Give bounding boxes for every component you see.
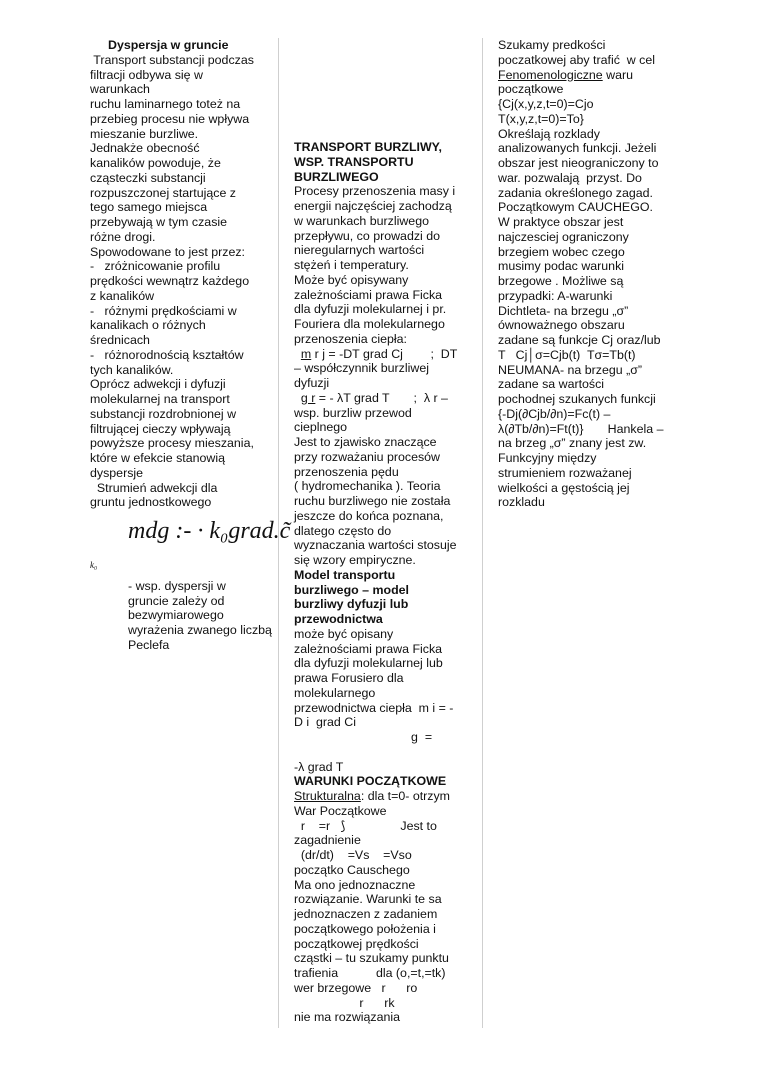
text-line: - różnorodnością kształtów xyxy=(90,347,244,362)
column-3 xyxy=(498,38,678,510)
text-line: r rk xyxy=(294,995,395,1010)
text-line: WARUNKI POCZĄTKOWE xyxy=(294,774,447,789)
text-line: zależnościami prawa Ficka xyxy=(294,641,443,656)
szukamy-text xyxy=(498,38,678,68)
text-line: (dr/dt) =Vs =Vso xyxy=(294,848,412,862)
text-line: burzliwy dyfuzji lub xyxy=(294,597,409,612)
text-line: rozwiązanie. Warunki te sa xyxy=(294,892,442,907)
mass-flux-equation: m r j = -DT grad Cj ; DT xyxy=(300,346,458,361)
text-line: λ(∂Tb/∂n)=Ft(t)} Hankela – xyxy=(498,421,664,436)
text-line: pochodnej szukanych funkcji xyxy=(498,392,656,406)
text-line: Może być opisywany xyxy=(294,272,409,287)
text-line: cząsteczki substancji xyxy=(90,170,206,185)
text-line: początkowej prędkości xyxy=(294,936,419,951)
text-line: dyspersje xyxy=(90,465,144,480)
text-line: zadania określonego zagad. xyxy=(498,185,653,200)
advection-formula: mdg :- · k₀grad.c̃ xyxy=(128,518,291,544)
text-line: Procesy przenoszenia masy i xyxy=(294,184,456,199)
peclet-text xyxy=(90,579,270,653)
text-line: substancji rozdrobnionej w xyxy=(90,406,237,421)
text-line: początko Causchego xyxy=(294,862,410,877)
text-line: wielkości a gęstością jej xyxy=(498,480,630,495)
text-line: {-Dj(∂Cjb/∂n)=Fc(t) – xyxy=(498,406,611,421)
text-line: Spowodowane to jest przez: xyxy=(90,244,245,259)
text-line: się wzory empiryczne. xyxy=(294,553,416,567)
text-line: Szukamy predkości xyxy=(498,38,606,52)
text-line: ( hydromechanika ). Teoria xyxy=(294,479,441,494)
text-line: zależnościami prawa Ficka xyxy=(294,287,443,302)
text-line: cząstki – tu szukamy punktu xyxy=(294,951,449,966)
warunki-brzegowe-text xyxy=(498,82,678,510)
text-line: Jest to zjawisko znaczące xyxy=(294,435,437,449)
text-line: ruchu laminarnego toteż na xyxy=(90,97,241,111)
text-line: - wsp. dyspersji w xyxy=(128,578,226,593)
text-line: Strumień adwekcji dla xyxy=(90,480,218,495)
text-line: średnicach xyxy=(90,333,150,347)
model-transportu-text xyxy=(294,406,470,790)
text-line: które w efekcie stanowią xyxy=(90,451,225,465)
text-line: przewodnictwa ciepła m i = - xyxy=(294,700,454,715)
text-line: gruncie zależy od xyxy=(128,593,225,608)
text-line: Dichtleta- na brzegu „σ” xyxy=(498,303,629,318)
text-line: molekularnej na transport xyxy=(90,392,230,406)
text-line: Ma ono jednoznaczne xyxy=(294,877,416,892)
text-line: cieplnego xyxy=(294,420,348,435)
heat-flux-equation: g r = - λT grad T ; λ r – xyxy=(300,390,448,405)
text-line: g = xyxy=(294,730,433,744)
k0-symbol: k₀ xyxy=(90,560,98,570)
text-line: WSP. TRANSPORTU xyxy=(294,154,414,169)
text-line: rozpuszczonej startujące z xyxy=(90,185,237,200)
column-divider-right xyxy=(482,38,483,1028)
text-line: dlatego często do xyxy=(294,523,392,538)
text-line: różne drogi. xyxy=(90,229,156,244)
text-line: wsp. burzliw przewod xyxy=(294,405,412,420)
text-line: molekularnego xyxy=(294,685,376,700)
text-line: przypadki: A-warunki xyxy=(498,288,613,303)
warunki-text xyxy=(294,804,470,1025)
text-line: tego samego miejsca xyxy=(90,200,208,215)
text-line: dla dyfuzji molekularnej lub xyxy=(294,656,443,671)
text-line: dyfuzji xyxy=(294,376,330,390)
text-line: zadane sa wartości xyxy=(498,377,605,392)
text-line: wyznaczania wartości stosuje xyxy=(294,538,457,553)
text-line: zagadnienie xyxy=(294,833,361,848)
text-line: D i grad Ci xyxy=(294,715,356,730)
column-1 xyxy=(90,38,291,653)
text-line: TRANSPORT BURZLIWY, xyxy=(294,140,442,154)
text-line: tych kanalików. xyxy=(90,362,174,377)
transport-burzliwy-text xyxy=(294,140,470,347)
text-line: nieregularnych wartości xyxy=(294,243,425,258)
text-line: ównoważnego obszaru xyxy=(498,318,625,333)
text-line: przy rozważaniu procesów xyxy=(294,449,440,464)
text-line: war. pozwalają przyst. Do xyxy=(498,170,642,185)
fenomenologiczne-line: Fenomenologiczne waru xyxy=(498,67,634,82)
text-line: dla dyfuzji molekularnej i pr. xyxy=(294,302,447,317)
text-line: brzegowe . Możliwe są xyxy=(498,274,624,288)
text-line: trafienia dla (o,=t,=tk) xyxy=(294,966,446,980)
text-line: NEUMANA- na brzegu „σ” xyxy=(498,362,642,377)
text-line: wyrażenia zwanego liczbą xyxy=(128,623,272,637)
text-line: przenoszenia pędu xyxy=(294,464,399,479)
text-line: Fouriera dla molekularnego xyxy=(294,317,445,331)
text-line: Model transportu xyxy=(294,567,396,582)
text-line: filtracji odbywa się w xyxy=(90,67,203,82)
text-line: przepływu, co prowadzi do xyxy=(294,228,441,243)
text-line: T(x,y,z,t=0)=To} xyxy=(498,111,584,126)
text-line: T Cj│σ=Cjb(t) Tσ=Tb(t) xyxy=(498,347,636,362)
text-line: przebywają w tym czasie xyxy=(90,215,228,229)
dt-description xyxy=(294,361,470,391)
text-line: Funkcyjny między xyxy=(498,451,597,465)
text-line: W praktyce obszar jest xyxy=(498,215,624,229)
text-line: przewodnictwa xyxy=(294,612,383,626)
text-line: Oprócz adwekcji i dyfuzji xyxy=(90,377,226,392)
text-line: najczesciej ograniczony xyxy=(498,229,629,244)
text-line: nie ma rozwiązania xyxy=(294,1010,401,1025)
column-2 xyxy=(294,140,470,1025)
text-line: bezwymiarowego xyxy=(128,608,224,623)
text-line: poczatkowej aby trafić w cel xyxy=(498,52,656,67)
text-line xyxy=(294,745,470,760)
text-line: {Cj(x,y,z,t=0)=Cjo xyxy=(498,97,594,111)
text-line: przebieg procesu nie wpływa xyxy=(90,111,250,126)
text-line: jeszcze do końca poznana, xyxy=(294,508,444,523)
text-line: - różnymi prędkościami w xyxy=(90,303,237,318)
text-line: musimy podac warunki xyxy=(498,259,625,274)
text-line: brzegiem wobec czego xyxy=(498,244,625,259)
text-line: Transport substancji podczas xyxy=(90,52,254,67)
text-line: zadane są funkcje Cj oraz/lub xyxy=(498,333,661,347)
text-line: mieszanie burzliwe. xyxy=(90,126,199,141)
strukturalna-line: Strukturalna: dla t=0- otrzym xyxy=(294,789,450,803)
text-line: prędkości wewnątrz każdego xyxy=(90,274,250,288)
dyspersja-text xyxy=(90,53,270,510)
text-line: może być opisany xyxy=(294,626,394,641)
text-line: -λ grad T xyxy=(294,759,344,774)
text-line: powyższe procesy mieszania, xyxy=(90,436,254,451)
text-line: Jednakże obecność xyxy=(90,141,200,156)
text-line: wer brzegowe r ro xyxy=(294,980,418,995)
text-line: obszar jest nieograniczony to xyxy=(498,156,659,170)
text-line: stężeń i temperatury. xyxy=(294,258,409,272)
text-line: na brzeg „σ” znany jest zw. xyxy=(498,436,647,451)
text-line: Peclefa xyxy=(128,637,170,652)
text-line: burzliwego – model xyxy=(294,582,409,597)
text-line: jednoznaczen z zadaniem xyxy=(294,907,438,921)
text-line: - zróżnicowanie profilu xyxy=(90,259,221,274)
text-line: z kanalików xyxy=(90,288,155,303)
text-line: rozkladu xyxy=(498,495,545,510)
text-line: przenoszenia ciepła: xyxy=(294,331,407,346)
text-line: – współczynnik burzliwej xyxy=(294,361,429,376)
text-line: r =r ⟆ Jest to xyxy=(294,818,437,833)
text-line: analizowanych funkcji. Jeżeli xyxy=(498,141,657,156)
text-line: w warunkach burzliwego xyxy=(294,213,429,228)
section-heading-dyspersja: Dyspersja w gruncie xyxy=(108,38,229,52)
text-line: ruchu burzliwego nie została xyxy=(294,494,451,508)
text-line: Początkowym CAUCHEGO. xyxy=(498,200,653,215)
text-line: filtrującej cieczy wpływają xyxy=(90,421,231,436)
text-line: gruntu jednostkowego xyxy=(90,495,212,510)
text-line: kanalikach o różnych xyxy=(90,318,206,333)
text-line: początkowego położenia i xyxy=(294,921,436,936)
text-line: początkowe xyxy=(498,82,564,97)
text-line: kanalików powoduje, że xyxy=(90,156,221,170)
text-line: strumieniem rozważanej xyxy=(498,465,632,480)
text-line: energii najczęściej zachodzą xyxy=(294,199,452,213)
text-line: War Początkowe xyxy=(294,803,387,818)
text-line: BURZLIWEGO xyxy=(294,169,379,184)
text-line: warunkach xyxy=(90,82,150,97)
text-line: prawa Forusiero dla xyxy=(294,671,404,685)
text-line: Określają rozklady xyxy=(498,126,600,141)
